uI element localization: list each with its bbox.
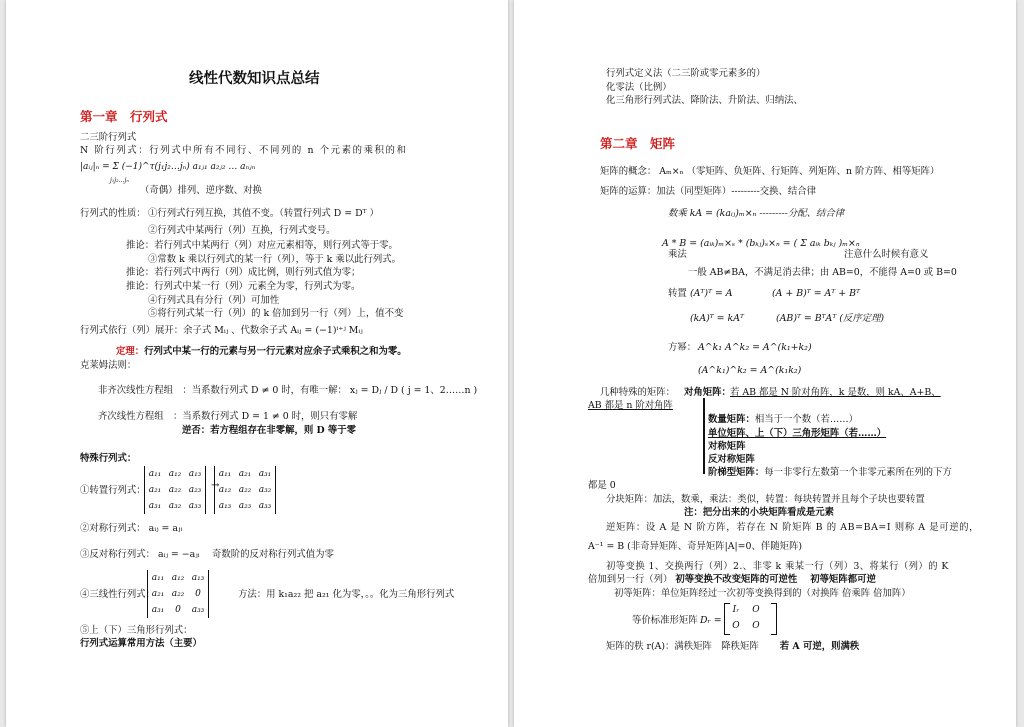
text-cramer: 克莱姆法则： [80,360,137,371]
matrix-cell: a₃₁ [148,501,162,511]
text-all-zero: 都是 0 [588,480,616,491]
text-inverse: 逆矩阵：设 A 是 N 阶方阵，若存在 N 阶矩阵 B 的 AB=BA=I 则称 A 是可逆的， [606,522,980,533]
matrix-three-line [147,570,209,618]
text-matrix-ops: 矩阵的运算：加法（同型矩阵）---------交换、结合律 [600,186,817,197]
matrix-cell: a₂₃ [188,485,202,495]
left-page [6,0,508,727]
matrix-standard-form [726,602,766,634]
text-elementary-2-line [588,573,876,586]
matrix-transposed [214,466,276,514]
theorem-text: 行列式中某一行的元素与另一行元素对应余子式乘积之和为零。 [144,346,407,357]
matrix-cell: a₁₂ [218,485,232,495]
text-symmetric-det: ②对称行列式： aᵢⱼ = aⱼᵢ [80,523,183,534]
text-mul-note-2: 一般 AB≠BA，不满足消去律；由 AB=0，不能得 A=0 或 B=0 [688,267,957,278]
text-power-label: 方幂： [668,342,697,353]
text-inference-2: 推论：若行列式中两行（列）成比例，则行列式值为零； [126,267,361,278]
matrix-cell: a₂₃ [238,501,252,511]
matrix-cell: a₃₃ [191,605,205,615]
matrix-cell: a₂₂ [238,485,252,495]
matrix-cell: a₁₂ [168,469,182,479]
text-property-3: ③常数 k 乘以行列式的某一行（列），等于 k 乘以此行列式。 [148,254,401,265]
text-n-order-def: N 阶行列式：行列式中所有不同行、不同列的 n 个元素的乘积的和 [80,145,408,156]
matrix-cell: a₁₁ [218,469,232,479]
matrix-cell: a₃₁ [258,469,272,479]
text-inverse-2: A⁻¹ = B (非奇异矩阵、奇异矩阵|A|=0、伴随矩阵) [588,541,803,552]
text-elementary-matrix: 初等矩阵：单位矩阵经过一次初等变换得到的（对换阵 倍乘阵 倍加阵） [614,588,911,599]
matrix-cell: a₂₁ [151,589,165,599]
text-transpose-label: 转置 [668,288,687,299]
matrix-cell: a₃₃ [188,501,202,511]
text-scalar-mul: 数乘 kA = (kaᵢⱼ)ₘ×ₙ ---------分配、结合律 [668,208,845,219]
theorem-label: 定理： [116,346,145,357]
text-property-4: ④行列式具有分行（列）可加性 [148,295,280,306]
text-odd-antisymmetric: 奇数阶的反对称行列式值为零 [212,549,334,560]
matrix-cell: a₁₃ [191,573,205,583]
matrix-cell: O [752,621,760,631]
text-elementary: 初等变换 1、交换两行（列）2.、非零 k 乘某一行（列）3、将某行（列）的 K [606,561,949,572]
text-block-matrix: 分块矩阵：加法，数乘，乘法：类似，转置：每块转置并且每个子块也要转置 [606,494,925,505]
matrix-cell: O [732,621,740,631]
matrix-cell: O [752,605,760,615]
text-common-methods: 行列式运算常用方法（主要） [80,638,202,649]
text-method: 方法：用 k₁a₂₂ 把 a₂₁ 化为零，。。化为三角形行列式 [238,589,455,600]
matrix-cell: a₂₂ [168,485,182,495]
text-elementary-2: 倍加到另一行（列） [588,574,673,585]
text-converse: 逆否：若方程组存在非零解，则 D 等于零 [182,425,357,436]
text-inference-3: 推论：行列式中某一行（列）元素全为零，行列式为零。 [126,281,361,292]
matrix-cell: a₃₂ [168,501,182,511]
text-unit-matrix: 单位矩阵、上（下）三角形矩阵（若……） [708,428,887,439]
text-nonhomogeneous: 非齐次线性方程组 ：当系数行列式 D ≠ 0 时，有唯一解： xⱼ = Dⱼ / D ( j = 1、2……n ) [98,385,478,396]
text-property-2: ②行列式中某两行（列）互换，行列式变号。 [148,225,336,236]
text-standard-D: Dᵣ = [700,615,722,626]
text-diagonal-2: AB 都是 n 阶对角阵 [588,400,673,411]
text-special-matrices: 几种特殊的矩阵： [600,387,676,398]
text-scalar-matrix-line [708,413,858,426]
text-antisymmetric-det: ③反对称行列式： aᵢⱼ = −aⱼᵢ [80,549,200,560]
matrix-cell: a₃₂ [258,485,272,495]
formula-determinant: |aᵢⱼ|ₙ = Σ (−1)^τ(j₁j₂…jₙ) a₁ⱼ₁ a₂ⱼ₂ … aₙⱼₙ [80,162,256,172]
text-property-5: ⑤将行列式某一行（列）的 k 倍加到另一行（列）上，值不变 [148,308,404,319]
text-rank-line [606,640,859,653]
text-triangular-det: ⑤上（下）三角形行列式： [80,625,193,636]
text-elementary-4: 初等矩阵都可逆 [810,574,876,585]
text-mul-label: 乘法 [668,249,687,260]
arrow-icon: → [211,480,220,491]
text-permutation: （奇偶）排列、逆序数、对换 [140,185,262,196]
bracket-line [703,398,705,474]
text-ladder-note: 每一非零行左数第一个非零元素所在列的下方 [764,467,952,478]
right-page [514,0,1016,727]
text-block-note: 注：把分出来的小块矩阵看成是元素 [684,507,835,518]
matrix-cell: a₂₂ [171,589,185,599]
formula-transpose-2: (A + B)ᵀ = Aᵀ + Bᵀ [772,288,860,299]
text-triangle-method: 化三角形行列式法、降阶法、升阶法、归纳法、 [606,95,803,106]
chapter-1-heading: 第一章 行列式 [80,109,168,124]
text-expansion: 行列式依行（列）展开：余子式 Mᵢⱼ 、代数余子式 Aᵢⱼ = (−1)ⁱ⁺ʲ Mᵢⱼ [80,325,363,336]
text-def-method: 行列式定义法（二三阶或零元素多的） [606,68,766,79]
text-2-3-order: 二三阶行列式 [80,132,137,143]
matrix-cell: a₃₁ [151,605,165,615]
formula-power-1: A^k₁ A^k₂ = A^(k₁+k₂) [698,342,812,353]
text-diagonal: 若 AB 都是 N 阶对角阵，k 是数，则 kA、A+B、 [730,387,941,398]
text-elementary-3: 初等变换不改变矩阵的可逆性 [675,574,798,585]
bracket-right [771,603,777,635]
document-title: 线性代数知识点总结 [189,71,320,87]
matrix-cell: a₃₃ [258,501,272,511]
text-rank: 矩阵的秩 r(A)：满秩矩阵 降秩矩阵 [606,641,759,652]
matrix-cell: a₁₃ [188,469,202,479]
text-zero-method: 化零法（比例） [606,82,672,93]
text-symmetric-matrix: 对称矩阵 [708,441,746,452]
text-diagonal-label: 对角矩阵： [684,387,731,398]
text-rank-2: 若 A 可逆，则满秩 [779,641,860,652]
formula-transpose-4: (AB)ᵀ = BᵀAᵀ (反序定理) [776,313,885,324]
matrix-cell: 0 [175,605,181,615]
text-ladder-matrix: 阶梯型矩阵： [708,467,765,478]
text-property-1: ①行列式行列互换，其值不变。（转置行列式 D = Dᵀ ） [148,208,379,219]
text-property-label: 行列式的性质： [80,208,146,219]
chapter-2-heading: 第二章 矩阵 [600,136,676,151]
theorem-line [116,345,407,358]
text-three-line-det: ④三线性行列式： [80,589,156,600]
formula-transpose-1: (Aᵀ)ᵀ = A [690,288,733,299]
text-antisymmetric-matrix: 反对称矩阵 [708,454,755,465]
formula-matrix-mul: A * B = (aᵢₖ)ₘ×ₛ * (bₖⱼ)ₛ×ₙ = ( Σ aᵢₖ bₖⱼ )ₘ×ₙ [662,238,860,249]
matrix-cell: Iᵣ [732,605,740,615]
matrix-cell: a₂₁ [148,485,162,495]
matrix-cell: a₂₁ [238,469,252,479]
matrix-cell: a₁₁ [148,469,162,479]
text-special-determinants: 特殊行列式： [80,453,137,464]
text-ladder-line [708,466,952,479]
text-standard-form: 等价标准形矩阵 [632,615,698,626]
matrix-cell: a₁₁ [151,573,165,583]
matrix-original [144,466,206,514]
text-matrix-concept: 矩阵的概念： Aₘ×ₙ （零矩阵、负矩阵、行矩阵、列矩阵、n 阶方阵、相等矩阵） [600,166,940,177]
text-homogeneous: 齐次线性方程组 ：当系数行列式 D = 1 ≠ 0 时，则只有零解 [98,411,358,422]
formula-subscript: j₁j₂…jₙ [110,177,129,184]
formula-transpose-3: (kA)ᵀ = kAᵀ [690,313,744,324]
text-transpose-det: ①转置行列式： [80,485,146,496]
text-mul-note: 注意什么时候有意义 [844,249,929,260]
matrix-cell: a₁₂ [171,573,185,583]
text-scalar-matrix: 数量矩阵： [708,414,755,425]
formula-power-2: (A^k₁)^k₂ = A^(k₁k₂) [698,365,802,376]
matrix-cell: a₁₃ [218,501,232,511]
text-inference-1: 推论：若行列式中某两行（列）对应元素相等，则行列式等于零。 [126,240,398,251]
matrix-cell: 0 [195,589,201,599]
text-scalar-matrix-note: 相当于一个数（若……） [754,414,859,425]
